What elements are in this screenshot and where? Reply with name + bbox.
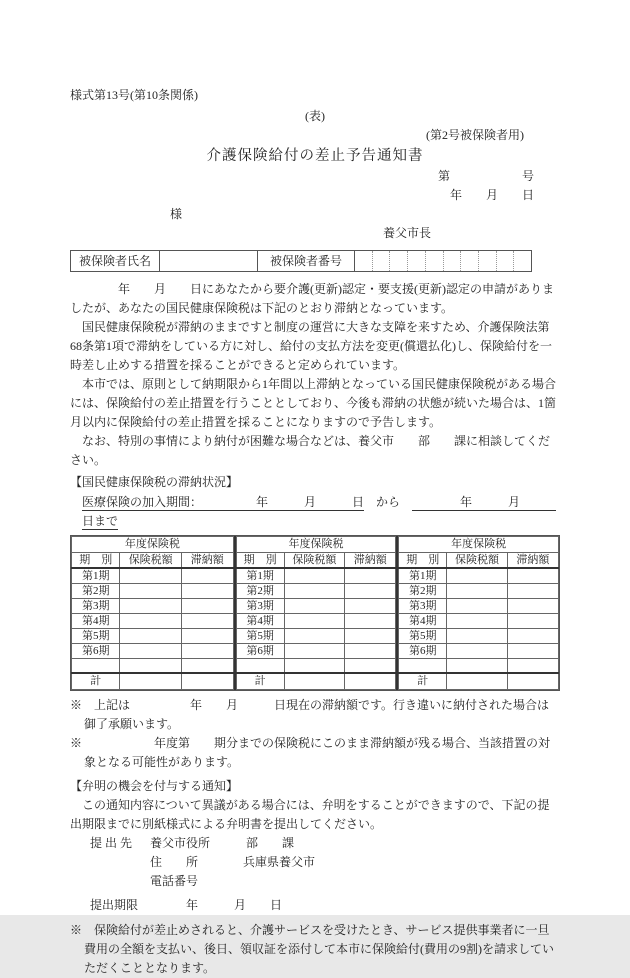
tax-amount-cell [120, 584, 181, 599]
measure-target-note: ※ 年度第 期分までの保険税にこのまま滞納額が残る場合、当該措置の対象となる可能性があります。 [70, 735, 551, 769]
arrears-section-heading: 【国民健康保険税の滞納状況】 [70, 475, 239, 489]
insured-number-digit-cell [389, 251, 407, 271]
blank-row-cell [72, 659, 120, 673]
body-paragraph: なお、特別の事情により納付が困難な場合などは、養父市 部 課に相談してください。 [70, 434, 551, 467]
period-row-label: 第4期 [72, 614, 120, 629]
period-row-label: 第1期 [72, 568, 120, 584]
tax-amount-cell [120, 568, 181, 584]
indent-spacer [90, 853, 150, 872]
arrears-amount-cell [181, 614, 233, 629]
arrears-amount-cell [507, 584, 558, 599]
tax-amount-cell [447, 584, 508, 599]
blank-row-cell [120, 659, 181, 673]
period-row-label: 第6期 [72, 644, 120, 659]
arrears-amount-cell [181, 584, 233, 599]
col-header-arrears-amount: 滞納額 [345, 553, 396, 569]
period-row-label: 第5期 [72, 629, 120, 644]
period-row-label: 第5期 [236, 629, 284, 644]
tax-amount-cell [284, 629, 345, 644]
tax-amount-cell [447, 599, 508, 614]
arrears-amount-cell [181, 599, 233, 614]
period-connector: から [364, 495, 413, 509]
arrears-amount-cell [345, 584, 396, 599]
arrears-amount-cell [181, 568, 233, 584]
arrears-amount-cell [345, 644, 396, 659]
period-row-label: 第1期 [399, 568, 447, 584]
blank-row-cell [507, 659, 558, 673]
tax-amount-cell [284, 599, 345, 614]
period-end-underline: 年 月 日まで [82, 495, 557, 528]
defense-paragraph: この通知内容について異議がある場合には、弁明をすることができますので、下記の提出期限までに別紙様式による弁明書を提出してください。 [70, 797, 550, 831]
total-row-label: 計 [72, 673, 120, 690]
blank-row-cell [284, 659, 345, 673]
sender-mayor: 養父市長 [383, 226, 432, 240]
tax-amount-cell [447, 644, 508, 659]
col-header-period: 期 別 [72, 553, 120, 569]
period-row-label: 第3期 [72, 599, 120, 614]
phone-label: 電話番号 [150, 873, 199, 888]
arrears-amount-cell [345, 568, 396, 584]
period-row-label: 第6期 [399, 644, 447, 659]
submit-to-label: 提 出 先 [90, 835, 133, 850]
tax-amount-cell [120, 644, 181, 659]
period-row-label: 第1期 [236, 568, 284, 584]
period-row-label: 第2期 [72, 584, 120, 599]
period-row-label: 第3期 [399, 599, 447, 614]
col-header-tax-amount: 保険税額 [284, 553, 345, 569]
issue-date-line: 年 月 日 [449, 188, 534, 202]
period-row-label: 第4期 [399, 614, 447, 629]
insured-name-label: 被保険者氏名 [71, 251, 160, 271]
arrears-amount-cell [507, 644, 558, 659]
tax-year-header: 年度保険税 [399, 537, 559, 553]
period-start-underline: 医療保険の加入期間： 年 月 日 [82, 495, 365, 509]
arrears-amount-cell [507, 568, 558, 584]
period-row-label: 第4期 [236, 614, 284, 629]
total-arrears-amount-cell [345, 673, 396, 690]
insured-person-bar [70, 250, 532, 272]
period-row-label: 第3期 [236, 599, 284, 614]
arrears-status-table [70, 535, 560, 691]
tax-amount-cell [447, 629, 508, 644]
tax-amount-cell [447, 568, 508, 584]
tax-year-group [234, 536, 397, 690]
insured-number-digit-cell [355, 251, 372, 271]
front-side-label: (表) [305, 109, 325, 123]
tax-amount-cell [447, 614, 508, 629]
defense-section-heading: 【弁明の機会を付与する通知】 [70, 778, 239, 793]
arrears-amount-cell [345, 629, 396, 644]
arrears-amount-cell [181, 644, 233, 659]
insured-number-digit-cell [372, 251, 390, 271]
arrears-amount-cell [345, 599, 396, 614]
address-label: 住 所 [150, 854, 199, 869]
address-value: 兵庫県養父市 [243, 854, 316, 869]
form-number: 様式第13号(第10条関係) [70, 88, 198, 102]
reimbursement-note: ※ 保険給付が差止めされると、介護サービスを受けたとき、サービス提供事業者に一旦費用の全額を支払い、後日、領収証を添付して本市に保険給付(費用の9割)を請求していただくこととなります。 [70, 922, 554, 975]
addressee-honorific: 様 [170, 207, 183, 221]
total-tax-amount-cell [284, 673, 345, 690]
period-row-label: 第5期 [399, 629, 447, 644]
blank-row-cell [345, 659, 396, 673]
total-row-label: 計 [236, 673, 284, 690]
deadline-label: 提出期限 [90, 897, 139, 912]
body-paragraph: 国民健康保険税が滞納のままですと制度の運営に大きな支障を来すため、介護保険法第68条第1項で滞納をしている方に対し、給付の支払方法を変更(償還払化)し、保険給付を一時差し止めする措置を採ることができると定められています。 [70, 320, 552, 372]
tax-year-header: 年度保険税 [236, 537, 396, 553]
medical-insurance-period-line [70, 493, 560, 531]
col-header-tax-amount: 保険税額 [447, 553, 508, 569]
tax-amount-cell [284, 584, 345, 599]
body-paragraph: 本市では、原則として納期限から1年間以上滞納となっている国民健康保険税がある場合には、保険給付の差止措置を行うこととしており、今後も滞納の状態が続いた場合は、1箇月以内に保険給付の差止措置を採ることになりますので予告します。 [70, 377, 557, 429]
arrears-amount-cell [181, 629, 233, 644]
tax-amount-cell [120, 614, 181, 629]
period-row-label: 第6期 [236, 644, 284, 659]
deadline-value: 年 月 日 [150, 897, 283, 912]
submission-deadline-line [70, 896, 560, 915]
blank-row-cell [181, 659, 233, 673]
insured-number-digit-cell [443, 251, 461, 271]
total-arrears-amount-cell [507, 673, 558, 690]
tax-amount-cell [284, 644, 345, 659]
submit-to-line [70, 834, 560, 853]
col-header-tax-amount: 保険税額 [120, 553, 181, 569]
arrears-amount-cell [345, 614, 396, 629]
insured-number-digit-cell [407, 251, 425, 271]
tax-amount-cell [284, 614, 345, 629]
blank-row-cell [399, 659, 447, 673]
tax-amount-cell [120, 629, 181, 644]
submit-phone-line [70, 872, 560, 891]
total-row-label: 計 [399, 673, 447, 690]
insured-number-label: 被保険者番号 [258, 251, 355, 271]
col-header-arrears-amount: 滞納額 [181, 553, 233, 569]
document-title: 介護保険給付の差止予告通知書 [206, 148, 424, 164]
tax-year-group [71, 536, 234, 690]
arrears-amount-cell [507, 629, 558, 644]
blank-row-cell [447, 659, 508, 673]
audience-label: (第2号被保険者用) [426, 128, 524, 142]
period-row-label: 第2期 [399, 584, 447, 599]
insured-number-digit-boxes [355, 251, 531, 271]
tax-year-group [396, 536, 559, 690]
arrears-as-of-note: ※ 上記は 年 月 日現在の滞納額です。行き違いに納付された場合は御了承願います。 [70, 697, 550, 731]
insured-name-value-field [160, 251, 258, 271]
col-header-period: 期 別 [236, 553, 284, 569]
total-tax-amount-cell [120, 673, 181, 690]
insured-number-digit-cell [425, 251, 443, 271]
body-paragraph: 年 月 日にあなたから要介護(更新)認定・要支援(更新)認定の申請がありましたが、あなたの国民健康保険税は下記のとおり滞納となっています。 [70, 282, 554, 315]
arrears-amount-cell [507, 614, 558, 629]
submit-address-line [70, 853, 560, 872]
indent-spacer [90, 872, 150, 891]
tax-amount-cell [284, 568, 345, 584]
insured-number-digit-cell [496, 251, 514, 271]
insured-number-digit-cell [478, 251, 496, 271]
blank-row-cell [236, 659, 284, 673]
period-row-label: 第2期 [236, 584, 284, 599]
insured-number-digit-cell [513, 251, 531, 271]
tax-amount-cell [120, 599, 181, 614]
total-tax-amount-cell [447, 673, 508, 690]
col-header-period: 期 別 [399, 553, 447, 569]
total-arrears-amount-cell [181, 673, 233, 690]
submit-to-value: 養父市役所 部 課 [150, 835, 295, 850]
document-number-line: 第 号 [437, 169, 534, 183]
tax-year-header: 年度保険税 [72, 537, 234, 553]
insured-number-digit-cell [460, 251, 478, 271]
arrears-amount-cell [507, 599, 558, 614]
notice-body-text [70, 280, 560, 470]
col-header-arrears-amount: 滞納額 [507, 553, 558, 569]
